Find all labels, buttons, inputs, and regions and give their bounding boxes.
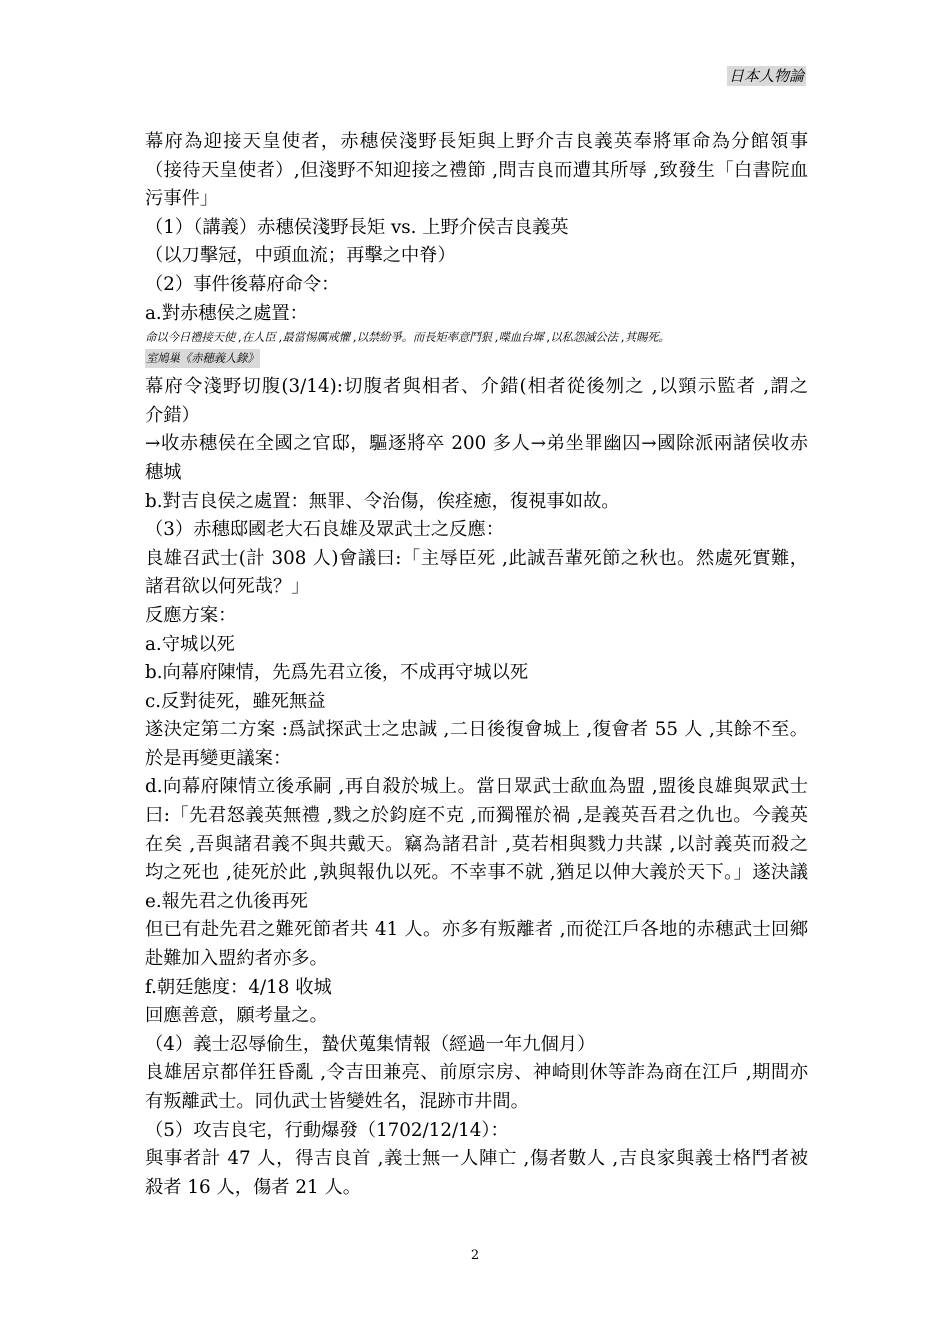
page-number: 2	[470, 1248, 480, 1263]
paragraph-line: 回應善意，願考量之。	[145, 1005, 328, 1027]
paragraph-line: 均之死也 ,徒死於此 ,孰與報仇以死。不幸事不就 ,猶足以伸大義於天下。」遂決議	[145, 862, 808, 884]
section-heading: （3）赤穗邸國老大石良雄及眾武士之反應：	[145, 519, 504, 541]
paragraph-line: 但已有赴先君之難死節者共 41 人。亦多有叛離者 ,而從江戶各地的赤穗武士回鄉	[145, 919, 808, 941]
paragraph-line: 在矣 ,吾與諸君義不與共戴天。竊為諸君計 ,莫若相與戮力共謀 ,以討義英而殺之	[145, 833, 808, 855]
running-header: 日本人物論	[728, 67, 804, 85]
list-item: a.對赤穗侯之處置：	[145, 302, 308, 324]
paragraph-line: 穗城	[145, 461, 182, 483]
paragraph-line: 介錯）	[145, 404, 200, 426]
list-item: b.對吉良侯之處置：無罪、令治傷，俟痊癒，復視事如故。	[145, 490, 620, 512]
list-item: f.朝廷態度：4/18 收城	[145, 976, 332, 998]
paragraph-line: 曰:「先君怒義英無禮 ,戮之於鈞庭不克 ,而獨罹於禍 ,是義英吾君之仇也。今義英	[145, 805, 808, 827]
paragraph-line: 良雄召武士(計 308 人)會議曰:「主辱臣死 ,此誠吾輩死節之秋也。然處死實難，	[145, 547, 808, 569]
paragraph-line: 幕府為迎接天皇使者，赤穗侯淺野長矩與上野介吉良義英奉將軍命為分館領事	[145, 131, 808, 152]
list-item: c.反對徒死，雖死無益	[145, 690, 326, 712]
list-item: a.守城以死	[145, 633, 235, 655]
list-item: b.向幕府陳情，先爲先君立後，不成再守城以死	[145, 662, 529, 684]
paragraph-line: →收赤穗侯在全國之官邸，驅逐將卒 200 多人→弟坐罪幽囚→國除派兩諸侯收赤	[145, 433, 808, 455]
paragraph-line: （以刀擊冠，中頭血流；再擊之中脊）	[145, 245, 456, 267]
paragraph-line: 良雄居京都佯狂昏亂 ,令吉田兼亮、前原宗房、神崎則休等詐為商在江戶 ,期間亦	[145, 1062, 808, 1084]
paragraph-line: 遂決定第二方案 :爲試探武士之忠誠 ,二日後復會城上 ,復會者 55 人 ,其餘不至。	[145, 719, 808, 741]
paragraph-line: 反應方案：	[145, 604, 237, 626]
list-item: d.向幕府陳情立後承嗣 ,再自殺於城上。當日眾武士歃血為盟 ,盟後良雄與眾武士	[145, 776, 808, 798]
paragraph-line: 於是再變更議案：	[145, 747, 292, 769]
paragraph-line: 諸君欲以何死哉？」	[145, 576, 310, 598]
paragraph-line: 殺者 16 人，傷者 21 人。	[145, 1176, 362, 1198]
section-heading: （5）攻吉良宅，行動爆發（1702/12/14）：	[145, 1119, 509, 1141]
paragraph-line: 與事者計 47 人，得吉良首 ,義士無一人陣亡 ,傷者數人 ,吉良家與義士格鬥者被	[145, 1148, 808, 1170]
paragraph-line: 有叛離武士。同仇武士皆變姓名，混跡市井間。	[145, 1091, 529, 1112]
paragraph-line: 赴難加入盟約者亦多。	[145, 948, 328, 970]
paragraph-line: 污事件」	[145, 188, 219, 210]
paragraph-line: 幕府令淺野切腹(3/14):切腹者與相者、介錯(相者從後刎之 ,以頸示監者 ,謂之	[145, 376, 808, 398]
quote-text: 命以今日禮接天使 ,在人臣 ,最當惕厲戒懼 ,以禁紛爭。而長矩率意鬥狠 ,喋血台墀 ,以私怨滅公法 ,其賜死。	[145, 330, 670, 345]
section-heading: （2）事件後幕府命令：	[145, 273, 340, 295]
document-body	[145, 128, 808, 1202]
section-heading: （1）（講義）赤穗侯淺野長矩 vs. 上野介侯吉良義英	[145, 216, 569, 238]
section-heading: （4）義士忍辱偷生，蟄伏蒐集情報（經過一年九個月）	[145, 1033, 596, 1055]
paragraph-line: （接待天皇使者）,但淺野不知迎接之禮節 ,問吉良而遭其所辱 ,致發生「白書院血	[145, 159, 808, 181]
quote-source: 室鳩巢《赤穗義人錄》	[145, 349, 260, 368]
list-item: e.報先君之仇後再死	[145, 890, 308, 912]
